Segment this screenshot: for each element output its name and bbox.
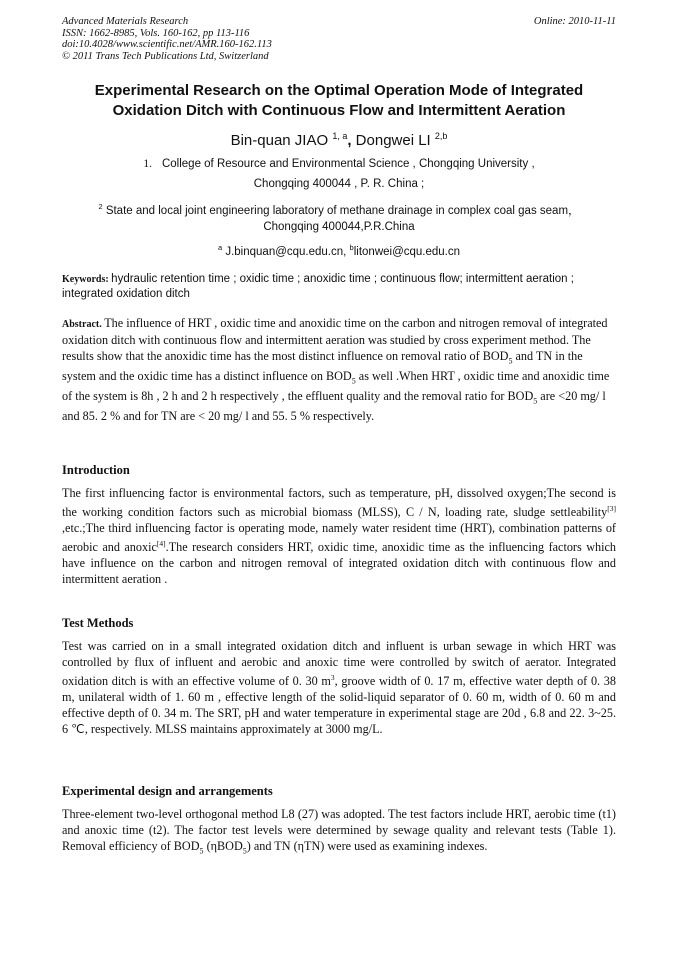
affiliation-1-number: 1.	[143, 158, 152, 170]
journal-name: Advanced Materials Research	[62, 16, 189, 27]
methods-text-1: Test was carried on in a small integrated oxidation ditch and influent is urban sewage in which HRT was controlled by flux of influent and aerobic and anoxic time were controlled by switch of aerator. Integrated oxidation ditch is with an effective volume of 0. 30 m	[62, 639, 616, 689]
citation-4: [4]	[156, 539, 166, 549]
design-text-2: (ηBOD	[203, 839, 243, 853]
keywords-label: Keywords:	[62, 274, 112, 285]
doi-line: doi:10.4028/www.scientific.net/AMR.160-162.113	[62, 39, 272, 50]
intro-text-3: .The research considers HRT, oxidic time, anoxidic time as the influencing factors which have influence on the carbon and nitrogen removal of integrated oxidation ditch with continuous flow and intermittent aeration .	[62, 540, 616, 587]
affiliation-1-line-1	[62, 156, 616, 172]
abstract-sub-2: 5	[351, 376, 356, 386]
email-b-mark: b	[349, 242, 354, 252]
email-b: litonwei@cqu.edu.cn	[353, 245, 461, 258]
author-separator: ,	[347, 132, 356, 149]
affiliation-1-line-2: Chongqing 400044 , P. R. China ;	[253, 178, 425, 190]
copyright-line: © 2011 Trans Tech Publications Ltd, Switzerland	[62, 50, 269, 62]
design-text-1: Three-element two-level orthogonal method L8 (27) was adopted. The test factors include HRT, aerobic time (t1) and anoxic time (t2). The factor test levels were determined by sewage quality and relevant tests (Table 1). Removal efficiency of BOD	[62, 807, 616, 853]
keywords	[62, 272, 616, 302]
title-line-1: Experimental Research on the Optimal Operation Mode of Integrated	[94, 82, 584, 99]
abstract-text-1: The influence of HRT , oxidic time and anoxidic time on the carbon and nitrogen removal of integrated oxidation ditch with continuous flow and intermittent aeration was studied by cross experiment method. The results show that the anoxidic time has the most distinct influence on removal ratio of BOD	[62, 316, 608, 363]
affiliation-2-line-1	[62, 199, 616, 219]
design-sub-2: 5	[242, 846, 247, 856]
abstract-label: Abstract.	[62, 319, 105, 330]
abstract-sub-3: 5	[533, 396, 538, 406]
title-line-2: Oxidation Ditch with Continuous Flow and Intermittent Aeration	[112, 102, 566, 119]
intro-text-1: The first influencing factor is environmental factors, such as temperature, pH, dissolved oxygen;The second is the working condition factors such as microbial biomass (MLSS), C / N, loading rate, sludge settleability	[62, 486, 616, 520]
introduction-paragraph	[62, 485, 616, 587]
author-2-name: Dongwei LI	[355, 132, 431, 149]
publication-header	[62, 16, 616, 62]
test-methods-paragraph	[62, 638, 616, 737]
author-1-name: Bin-quan JIAO	[230, 132, 329, 149]
paper-title	[62, 81, 616, 121]
intro-text-2: ,etc.;The third influencing factor is operating mode, namely water resident time (HRT), combination patterns of aerobic and anoxic	[62, 521, 616, 555]
affiliation-2-line-2: Chongqing 400044,P.R.China	[263, 220, 415, 233]
email-a: J.binquan@cqu.edu.cn,	[222, 245, 350, 258]
abstract-text-2: and TN in the system and the oxidic time has a distinct influence on BOD	[62, 348, 583, 383]
citation-3: [3]	[607, 504, 616, 513]
affiliation-2-text: State and local joint engineering laboratory of methane drainage in complex coal gas seam，	[102, 204, 580, 217]
test-methods-heading: Test Methods	[62, 616, 134, 630]
design-paragraph	[62, 806, 616, 859]
abstract-sub-1: 5	[508, 356, 513, 366]
keywords-text: hydraulic retention time ; oxidic time ; anoxidic time ; continuous flow; intermittent aeration ; integrated oxidation ditch	[62, 273, 574, 300]
methods-sup-3: 3	[330, 673, 335, 682]
affiliation-1	[62, 156, 616, 192]
methods-text-2: , groove width of 0. 17 m, effective water depth of 0. 38 m, unilateral width of 1. 60 m , effective length of the solid-liquid separator of 0. 60 m, width of 0. 60 m and effective depth of 0. 34 m. The SRT, pH and water temperature in experimental stage are 20d , 6.8 and 22. 3~25. 6 ℃, respectively. MLSS maintains approximately at 3000 mg/L.	[62, 674, 616, 737]
design-text-3: ) and TN (ηTN) were used as examining indexes.	[246, 839, 488, 853]
issn-line: ISSN: 1662-8985, Vols. 160-162, pp 113-116	[62, 27, 250, 39]
author-1-affiliation-mark: 1, a	[332, 131, 348, 141]
abstract-text-3: as well .When HRT , oxidic time and anoxidic time of the system is 8h , 2 h and 2 h respectively , the effluent quality and the removal ratio for BOD	[62, 368, 610, 404]
online-date: Online: 2010-11-11	[533, 16, 616, 27]
email-a-mark: a	[217, 242, 223, 252]
design-sub-1: 5	[199, 846, 204, 856]
author-line	[62, 131, 616, 149]
affiliation-2-number: 2	[98, 202, 103, 211]
affiliation-1-text: College of Resource and Environmental Science , Chongqing University ,	[161, 158, 535, 170]
introduction-heading: Introduction	[62, 463, 130, 477]
affiliation-2	[62, 199, 616, 260]
abstract-text-4: are <20 mg/ l and 85. 2 % and for TN are < 20 mg/ l and 55. 5 % respectively.	[62, 389, 606, 424]
design-heading: Experimental design and arrangements	[62, 784, 273, 798]
email-line	[62, 240, 616, 260]
abstract	[62, 316, 616, 425]
author-2-affiliation-mark: 2,b	[434, 131, 448, 141]
